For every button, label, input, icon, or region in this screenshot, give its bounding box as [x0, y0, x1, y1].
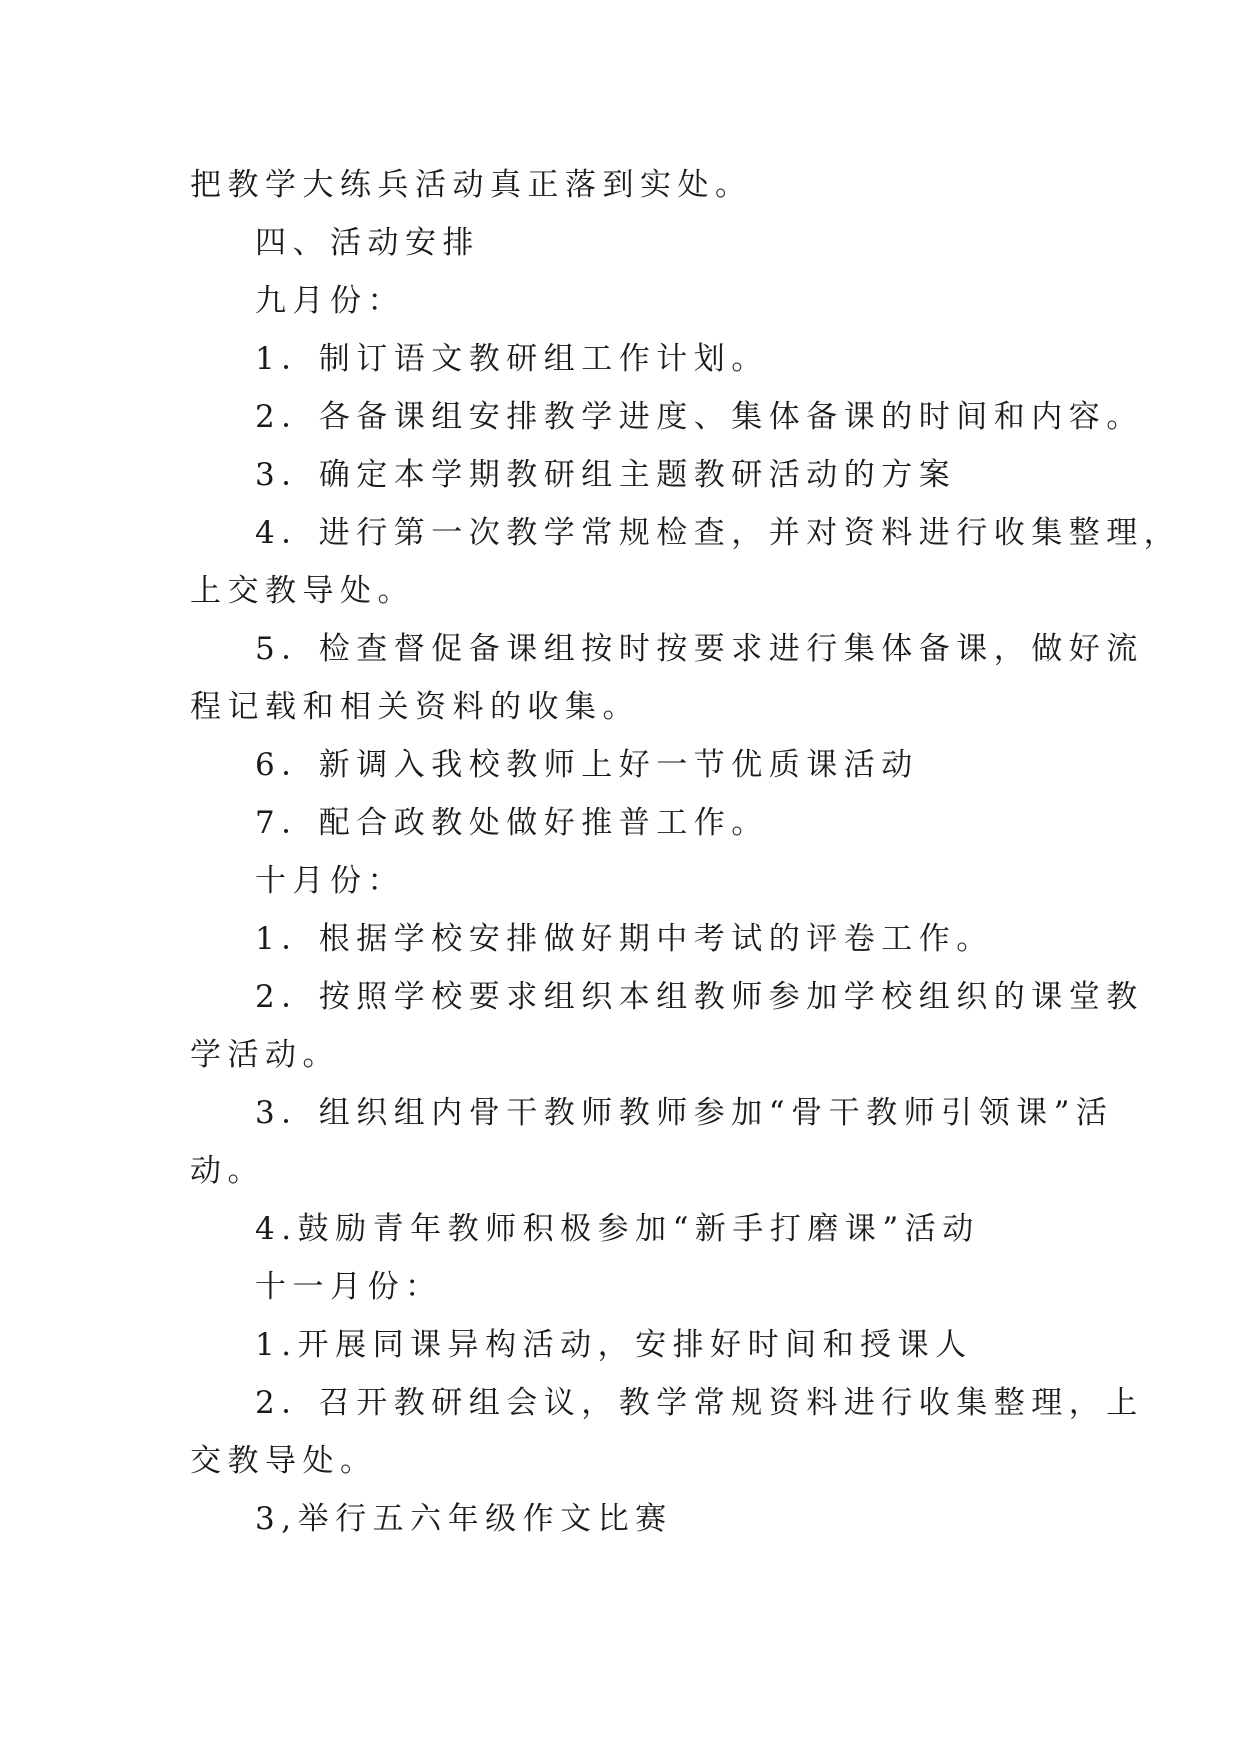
month-heading: 九月份：	[255, 283, 405, 319]
list-item-continuation: 程记载和相关资料的收集。	[190, 689, 640, 725]
list-item-continuation: 交教导处。	[190, 1443, 378, 1479]
month-heading: 十一月份：	[255, 1269, 443, 1305]
list-item: 1．根据学校安排做好期中考试的评卷工作。	[255, 921, 994, 957]
list-item: 5．检查督促备课组按时按要求进行集体备课，做好流	[255, 631, 1144, 667]
list-item: 6．新调入我校教师上好一节优质课活动	[255, 747, 919, 783]
list-item: 3,举行五六年级作文比赛	[255, 1501, 673, 1537]
list-item: 3．确定本学期教研组主题教研活动的方案	[255, 457, 957, 493]
list-item: 7．配合政教处做好推普工作。	[255, 805, 769, 841]
month-heading: 十月份：	[255, 863, 405, 899]
list-item: 2．各备课组安排教学进度、集体备课的时间和内容。	[255, 399, 1144, 435]
list-item-continuation: 上交教导处。	[190, 573, 415, 609]
list-item: 2．召开教研组会议，教学常规资料进行收集整理，上	[255, 1385, 1144, 1421]
list-item: 2．按照学校要求组织本组教师参加学校组织的课堂教	[255, 979, 1144, 1015]
document-body	[190, 156, 1182, 1548]
list-item: 4.鼓励青年教师积极参加“新手打磨课”活动	[255, 1211, 980, 1247]
list-item-continuation: 学活动。	[190, 1037, 340, 1073]
list-item: 4．进行第一次教学常规检查，并对资料进行收集整理，	[255, 515, 1182, 551]
list-item-continuation: 动。	[190, 1153, 265, 1189]
section-heading: 四、活动安排	[255, 225, 480, 261]
list-item: 1．制订语文教研组工作计划。	[255, 341, 769, 377]
list-item: 3．组织组内骨干教师教师参加“骨干教师引领课”活	[255, 1095, 1114, 1131]
list-item: 1.开展同课异构活动，安排好时间和授课人	[255, 1327, 973, 1363]
text-line: 把教学大练兵活动真正落到实处。	[190, 167, 753, 203]
